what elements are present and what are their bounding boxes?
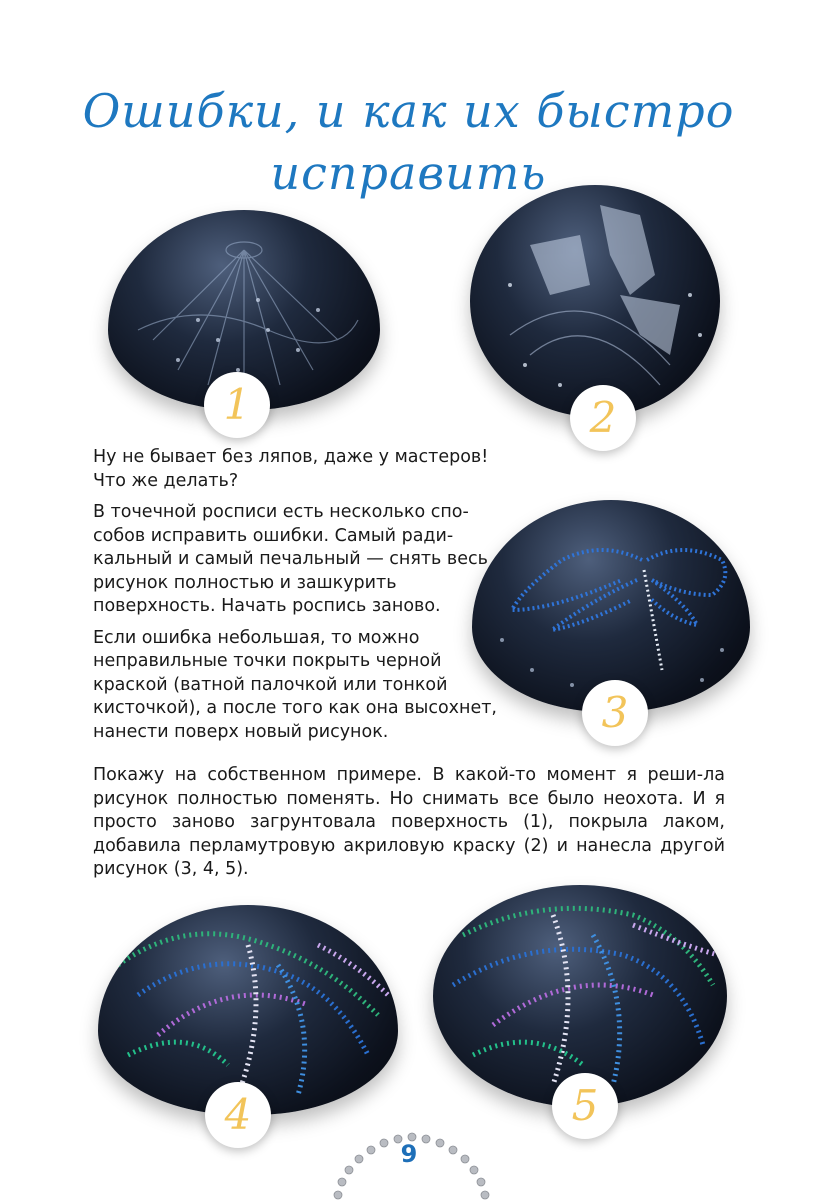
photo-number-badge-5: 5 <box>552 1073 618 1139</box>
paragraph-intro: Ну не бывает без ляпов, даже у мастеров! Что же делать? <box>93 447 489 491</box>
paragraph-example: Покажу на собственном примере. В какой-то момент я реши-ла рисунок полностью поменять. Но снимать все было неохота. И я просто заново загрунтовала поверхность (1), покрыла лаком, добавила перламутровую акриловую краску (2) и нанесла другой рисунок (3, 4, 5). <box>93 765 725 879</box>
pearl-pattern <box>470 185 720 417</box>
title-line-2: исправить <box>270 146 547 200</box>
photo-number-badge-4: 4 <box>205 1082 271 1148</box>
photo-number-badge-1: 1 <box>204 372 270 438</box>
photo-number-badge-2: 2 <box>570 385 636 451</box>
photo-number-badge-3: 3 <box>582 680 648 746</box>
page-number: 9 <box>400 1140 418 1168</box>
paragraph-small-error: Если ошибка небольшая, то можно неправильные точки покрыть черной краской (ватной палочкой или тонкой кисточкой), а после того как она высохнет, нанести поверх новый рисунок. <box>93 627 497 742</box>
photo-stone-2 <box>470 185 720 417</box>
title-line-1: Ошибки, и как их быстро <box>82 84 735 138</box>
text-column <box>93 446 513 752</box>
paragraph-methods: В точечной росписи есть несколько спо-собов исправить ошибки. Самый ради-кальный и самый печальный — снять весь рисунок полностью и зашкурить поверхность. Начать роспись заново. <box>93 502 488 616</box>
